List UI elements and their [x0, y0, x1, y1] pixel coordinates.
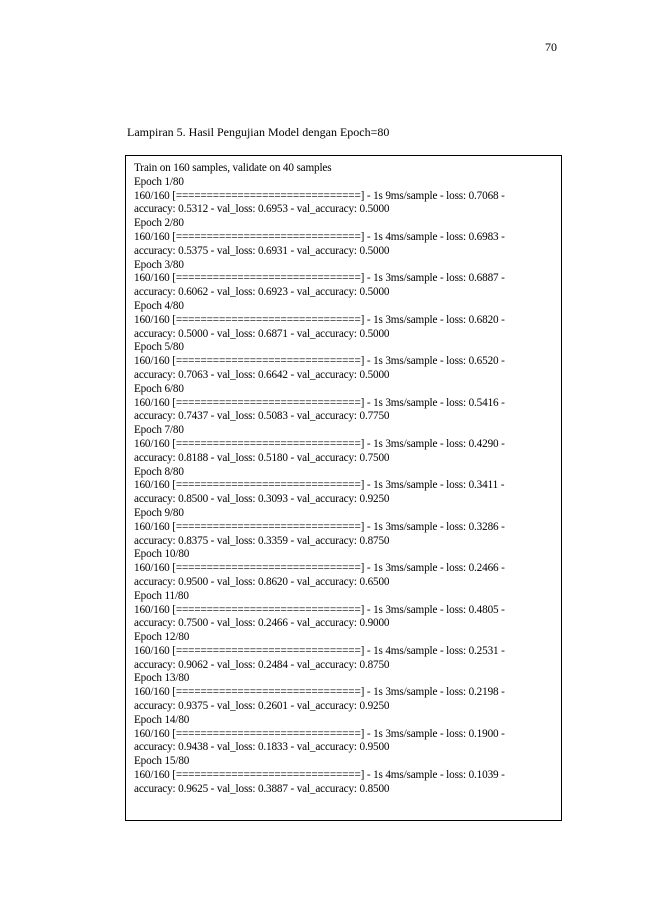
log-line: accuracy: 0.5312 - val_loss: 0.6953 - val_accuracy: 0.5000: [134, 203, 390, 216]
appendix-caption: Lampiran 5. Hasil Pengujian Model dengan Epoch=80: [127, 125, 390, 139]
log-line: Epoch 1/80: [134, 175, 184, 188]
log-line: 160/160 [==============================] - 1s 3ms/sample - loss: 0.6887 -: [134, 272, 505, 285]
log-line: accuracy: 0.9062 - val_loss: 0.2484 - val_accuracy: 0.8750: [134, 658, 390, 671]
log-line: accuracy: 0.9500 - val_loss: 0.8620 - val_accuracy: 0.6500: [134, 575, 390, 588]
log-line: Epoch 4/80: [134, 299, 184, 312]
log-line: 160/160 [==============================] - 1s 4ms/sample - loss: 0.6983 -: [134, 230, 505, 243]
log-line: accuracy: 0.7063 - val_loss: 0.6642 - val_accuracy: 0.5000: [134, 368, 390, 381]
log-line: accuracy: 0.7437 - val_loss: 0.5083 - val_accuracy: 0.7750: [134, 410, 390, 423]
log-line: Epoch 11/80: [134, 589, 189, 602]
log-line: accuracy: 0.6062 - val_loss: 0.6923 - val_accuracy: 0.5000: [134, 286, 390, 299]
log-line: Epoch 6/80: [134, 382, 184, 395]
log-line: Epoch 13/80: [134, 672, 190, 685]
log-line: accuracy: 0.5000 - val_loss: 0.6871 - val_accuracy: 0.5000: [134, 327, 390, 340]
log-line: 160/160 [==============================] - 1s 3ms/sample - loss: 0.6520 -: [134, 355, 505, 368]
log-line: 160/160 [==============================] - 1s 3ms/sample - loss: 0.4290 -: [134, 437, 505, 450]
log-line: Epoch 12/80: [134, 631, 190, 644]
log-line: 160/160 [==============================] - 1s 3ms/sample - loss: 0.3286 -: [134, 520, 505, 533]
log-line: 160/160 [==============================] - 1s 3ms/sample - loss: 0.3411 -: [134, 479, 505, 492]
log-line: Epoch 8/80: [134, 465, 184, 478]
log-line: 160/160 [==============================] - 1s 3ms/sample - loss: 0.2466 -: [134, 562, 505, 575]
log-line: 160/160 [==============================] - 1s 4ms/sample - loss: 0.2531 -: [134, 644, 505, 657]
training-log-box: [125, 155, 562, 821]
log-line: 160/160 [==============================] - 1s 9ms/sample - loss: 0.7068 -: [134, 189, 505, 202]
log-line: 160/160 [==============================] - 1s 3ms/sample - loss: 0.5416 -: [134, 396, 505, 409]
log-line: accuracy: 0.8500 - val_loss: 0.3093 - val_accuracy: 0.9250: [134, 493, 390, 506]
log-line: Epoch 15/80: [134, 755, 190, 768]
log-line: 160/160 [==============================] - 1s 4ms/sample - loss: 0.1039 -: [134, 769, 505, 782]
log-line: 160/160 [==============================] - 1s 3ms/sample - loss: 0.6820 -: [134, 313, 505, 326]
log-line: accuracy: 0.9375 - val_loss: 0.2601 - val_accuracy: 0.9250: [134, 700, 390, 713]
log-line: Epoch 9/80: [134, 506, 184, 519]
log-line: 160/160 [==============================] - 1s 3ms/sample - loss: 0.4805 -: [134, 603, 505, 616]
log-line: Epoch 2/80: [134, 217, 184, 230]
log-line: accuracy: 0.8375 - val_loss: 0.3359 - val_accuracy: 0.8750: [134, 534, 390, 547]
log-line: accuracy: 0.8188 - val_loss: 0.5180 - val_accuracy: 0.7500: [134, 451, 390, 464]
log-line: Train on 160 samples, validate on 40 samples: [134, 162, 332, 174]
log-line: Epoch 14/80: [134, 713, 190, 726]
log-line: accuracy: 0.9625 - val_loss: 0.3887 - val_accuracy: 0.8500: [134, 782, 390, 795]
log-line: accuracy: 0.9438 - val_loss: 0.1833 - val_accuracy: 0.9500: [134, 741, 390, 754]
log-line: accuracy: 0.7500 - val_loss: 0.2466 - val_accuracy: 0.9000: [134, 617, 390, 630]
log-line: Epoch 5/80: [134, 341, 184, 354]
log-line: accuracy: 0.5375 - val_loss: 0.6931 - val_accuracy: 0.5000: [134, 244, 390, 257]
log-line: 160/160 [==============================] - 1s 3ms/sample - loss: 0.1900 -: [134, 727, 505, 740]
log-line: Epoch 3/80: [134, 258, 184, 271]
log-line: Epoch 7/80: [134, 424, 184, 437]
log-line: 160/160 [==============================] - 1s 3ms/sample - loss: 0.2198 -: [134, 686, 505, 699]
page-number: 70: [545, 40, 557, 54]
log-line: Epoch 10/80: [134, 548, 190, 561]
